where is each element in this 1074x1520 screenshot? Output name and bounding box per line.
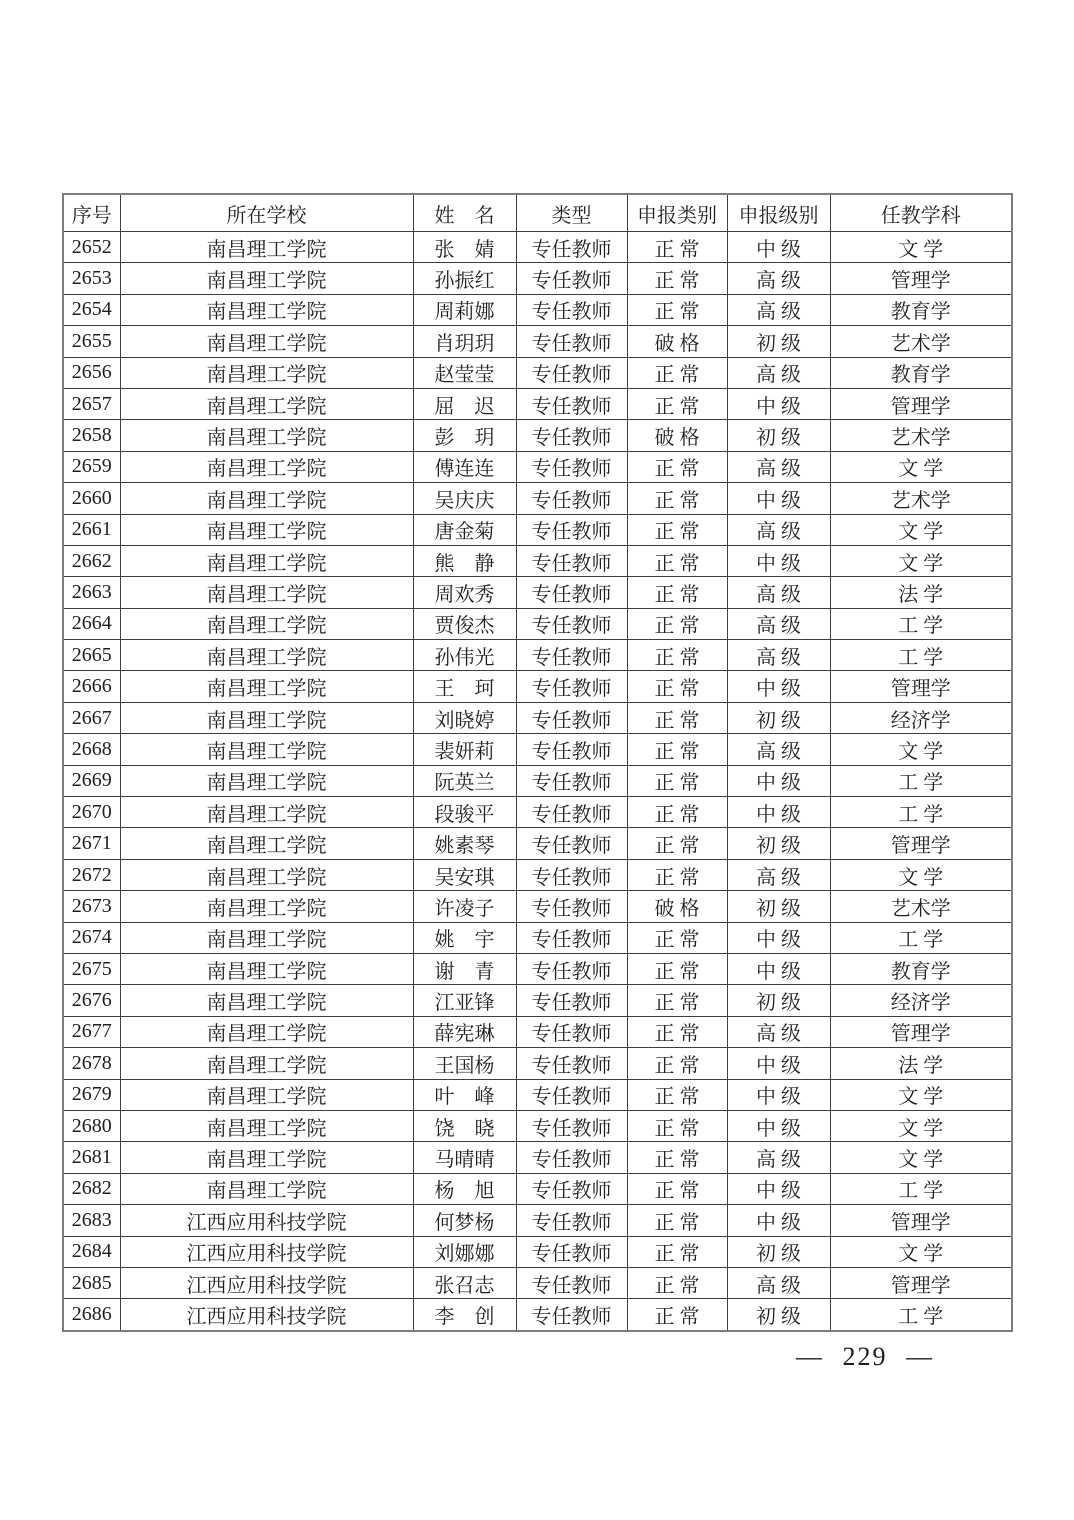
cell-apply-level: 中 级 xyxy=(727,388,830,419)
cell-type: 专任教师 xyxy=(516,420,627,451)
cell-school: 南昌理工学院 xyxy=(120,483,413,514)
cell-type: 专任教师 xyxy=(516,640,627,671)
cell-school: 江西应用科技学院 xyxy=(120,1236,413,1267)
cell-type: 专任教师 xyxy=(516,985,627,1016)
cell-subject: 工 学 xyxy=(830,1299,1012,1331)
cell-subject: 文 学 xyxy=(830,1236,1012,1267)
cell-apply-category: 正 常 xyxy=(627,1142,727,1173)
cell-school: 南昌理工学院 xyxy=(120,891,413,922)
cell-type: 专任教师 xyxy=(516,702,627,733)
cell-apply-level: 中 级 xyxy=(727,1173,830,1204)
cell-name: 彭 玥 xyxy=(413,420,516,451)
cell-serial: 2676 xyxy=(63,985,120,1016)
cell-apply-level: 中 级 xyxy=(727,232,830,263)
cell-type: 专任教师 xyxy=(516,1299,627,1331)
cell-subject: 工 学 xyxy=(830,1173,1012,1204)
cell-serial: 2672 xyxy=(63,859,120,890)
cell-apply-level: 中 级 xyxy=(727,671,830,702)
cell-serial: 2652 xyxy=(63,232,120,263)
table-row xyxy=(63,1079,1012,1110)
cell-apply-level: 高 级 xyxy=(727,451,830,482)
cell-school: 南昌理工学院 xyxy=(120,985,413,1016)
cell-serial: 2660 xyxy=(63,483,120,514)
cell-apply-category: 正 常 xyxy=(627,577,727,608)
table-row xyxy=(63,608,1012,639)
cell-school: 南昌理工学院 xyxy=(120,545,413,576)
cell-type: 专任教师 xyxy=(516,859,627,890)
cell-name: 许凌子 xyxy=(413,891,516,922)
cell-subject: 教育学 xyxy=(830,953,1012,984)
cell-name: 刘娜娜 xyxy=(413,1236,516,1267)
cell-name: 王国杨 xyxy=(413,1048,516,1079)
cell-apply-category: 正 常 xyxy=(627,640,727,671)
cell-school: 南昌理工学院 xyxy=(120,1016,413,1047)
cell-type: 专任教师 xyxy=(516,1016,627,1047)
cell-name: 吴安琪 xyxy=(413,859,516,890)
cell-name: 段骏平 xyxy=(413,797,516,828)
cell-type: 专任教师 xyxy=(516,232,627,263)
cell-apply-level: 初 级 xyxy=(727,420,830,451)
cell-name: 王 珂 xyxy=(413,671,516,702)
cell-school: 南昌理工学院 xyxy=(120,1173,413,1204)
cell-serial: 2686 xyxy=(63,1299,120,1331)
table-body xyxy=(63,232,1012,1332)
cell-serial: 2675 xyxy=(63,953,120,984)
table-row xyxy=(63,388,1012,419)
table-row xyxy=(63,514,1012,545)
cell-subject: 文 学 xyxy=(830,545,1012,576)
cell-apply-category: 正 常 xyxy=(627,922,727,953)
cell-apply-category: 正 常 xyxy=(627,1079,727,1110)
cell-name: 肖玥玥 xyxy=(413,326,516,357)
cell-subject: 工 学 xyxy=(830,640,1012,671)
table-row xyxy=(63,294,1012,325)
cell-school: 南昌理工学院 xyxy=(120,326,413,357)
cell-school: 南昌理工学院 xyxy=(120,577,413,608)
table-header xyxy=(63,194,1012,232)
cell-apply-category: 破 格 xyxy=(627,891,727,922)
cell-subject: 管理学 xyxy=(830,828,1012,859)
cell-serial: 2657 xyxy=(63,388,120,419)
cell-name: 吴庆庆 xyxy=(413,483,516,514)
cell-name: 傅连连 xyxy=(413,451,516,482)
table-row xyxy=(63,1142,1012,1173)
cell-apply-category: 正 常 xyxy=(627,232,727,263)
table-row xyxy=(63,1173,1012,1204)
cell-school: 南昌理工学院 xyxy=(120,294,413,325)
table-row xyxy=(63,1048,1012,1079)
table-row xyxy=(63,1299,1012,1331)
cell-apply-category: 正 常 xyxy=(627,451,727,482)
cell-type: 专任教师 xyxy=(516,671,627,702)
cell-serial: 2669 xyxy=(63,765,120,796)
cell-serial: 2656 xyxy=(63,357,120,388)
cell-school: 南昌理工学院 xyxy=(120,640,413,671)
cell-type: 专任教师 xyxy=(516,1048,627,1079)
cell-apply-category: 正 常 xyxy=(627,514,727,545)
cell-name: 刘晓婷 xyxy=(413,702,516,733)
cell-subject: 法 学 xyxy=(830,1048,1012,1079)
cell-name: 周莉娜 xyxy=(413,294,516,325)
cell-name: 姚素琴 xyxy=(413,828,516,859)
cell-type: 专任教师 xyxy=(516,1236,627,1267)
cell-name: 屈 迟 xyxy=(413,388,516,419)
cell-subject: 管理学 xyxy=(830,263,1012,294)
cell-serial: 2679 xyxy=(63,1079,120,1110)
cell-type: 专任教师 xyxy=(516,545,627,576)
cell-apply-level: 中 级 xyxy=(727,922,830,953)
cell-subject: 工 学 xyxy=(830,608,1012,639)
cell-serial: 2658 xyxy=(63,420,120,451)
table-row xyxy=(63,357,1012,388)
cell-serial: 2668 xyxy=(63,734,120,765)
cell-apply-category: 正 常 xyxy=(627,1299,727,1331)
table-row xyxy=(63,797,1012,828)
cell-school: 南昌理工学院 xyxy=(120,922,413,953)
cell-apply-level: 初 级 xyxy=(727,326,830,357)
cell-apply-category: 正 常 xyxy=(627,1267,727,1298)
cell-name: 饶 晓 xyxy=(413,1110,516,1141)
cell-school: 南昌理工学院 xyxy=(120,451,413,482)
page-number: — 229 — xyxy=(796,1342,934,1371)
table-row xyxy=(63,1267,1012,1298)
cell-apply-category: 正 常 xyxy=(627,1236,727,1267)
cell-name: 杨 旭 xyxy=(413,1173,516,1204)
cell-subject: 管理学 xyxy=(830,1016,1012,1047)
cell-apply-category: 破 格 xyxy=(627,420,727,451)
cell-serial: 2677 xyxy=(63,1016,120,1047)
cell-serial: 2673 xyxy=(63,891,120,922)
cell-subject: 工 学 xyxy=(830,765,1012,796)
cell-name: 李 创 xyxy=(413,1299,516,1331)
cell-school: 南昌理工学院 xyxy=(120,388,413,419)
cell-school: 南昌理工学院 xyxy=(120,1110,413,1141)
cell-serial: 2653 xyxy=(63,263,120,294)
table-row xyxy=(63,922,1012,953)
cell-apply-level: 初 级 xyxy=(727,1299,830,1331)
cell-serial: 2655 xyxy=(63,326,120,357)
cell-type: 专任教师 xyxy=(516,1110,627,1141)
cell-apply-category: 正 常 xyxy=(627,1173,727,1204)
cell-apply-level: 初 级 xyxy=(727,828,830,859)
cell-subject: 艺术学 xyxy=(830,326,1012,357)
table-row xyxy=(63,702,1012,733)
cell-serial: 2661 xyxy=(63,514,120,545)
cell-school: 江西应用科技学院 xyxy=(120,1267,413,1298)
cell-school: 南昌理工学院 xyxy=(120,797,413,828)
cell-apply-category: 正 常 xyxy=(627,357,727,388)
cell-name: 薛宪琳 xyxy=(413,1016,516,1047)
table-row xyxy=(63,451,1012,482)
cell-apply-level: 初 级 xyxy=(727,891,830,922)
table-row xyxy=(63,985,1012,1016)
cell-subject: 艺术学 xyxy=(830,420,1012,451)
cell-apply-category: 正 常 xyxy=(627,1016,727,1047)
table-row xyxy=(63,420,1012,451)
cell-school: 南昌理工学院 xyxy=(120,1142,413,1173)
cell-serial: 2654 xyxy=(63,294,120,325)
table-row xyxy=(63,891,1012,922)
table-row xyxy=(63,1236,1012,1267)
cell-serial: 2674 xyxy=(63,922,120,953)
cell-name: 周欢秀 xyxy=(413,577,516,608)
cell-type: 专任教师 xyxy=(516,608,627,639)
cell-subject: 经济学 xyxy=(830,985,1012,1016)
cell-apply-level: 初 级 xyxy=(727,702,830,733)
table-row xyxy=(63,483,1012,514)
table-row xyxy=(63,545,1012,576)
table-row xyxy=(63,263,1012,294)
cell-name: 江亚锋 xyxy=(413,985,516,1016)
cell-subject: 文 学 xyxy=(830,734,1012,765)
cell-serial: 2670 xyxy=(63,797,120,828)
cell-type: 专任教师 xyxy=(516,326,627,357)
cell-serial: 2680 xyxy=(63,1110,120,1141)
table-row xyxy=(63,232,1012,263)
cell-subject: 文 学 xyxy=(830,514,1012,545)
table-row xyxy=(63,859,1012,890)
cell-apply-category: 正 常 xyxy=(627,765,727,796)
cell-apply-category: 正 常 xyxy=(627,702,727,733)
cell-apply-category: 正 常 xyxy=(627,263,727,294)
cell-type: 专任教师 xyxy=(516,1142,627,1173)
cell-apply-category: 正 常 xyxy=(627,545,727,576)
cell-subject: 工 学 xyxy=(830,797,1012,828)
table-row xyxy=(63,326,1012,357)
cell-subject: 文 学 xyxy=(830,232,1012,263)
cell-serial: 2682 xyxy=(63,1173,120,1204)
cell-name: 贾俊杰 xyxy=(413,608,516,639)
cell-type: 专任教师 xyxy=(516,1079,627,1110)
table-row xyxy=(63,1016,1012,1047)
cell-apply-level: 高 级 xyxy=(727,608,830,639)
cell-apply-level: 中 级 xyxy=(727,953,830,984)
cell-apply-category: 正 常 xyxy=(627,1048,727,1079)
table-row xyxy=(63,953,1012,984)
cell-serial: 2671 xyxy=(63,828,120,859)
cell-school: 江西应用科技学院 xyxy=(120,1299,413,1331)
cell-apply-level: 初 级 xyxy=(727,1236,830,1267)
table-row xyxy=(63,734,1012,765)
cell-subject: 文 学 xyxy=(830,1079,1012,1110)
table-row xyxy=(63,828,1012,859)
cell-apply-level: 初 级 xyxy=(727,985,830,1016)
col-header-apply-category: 申报类别 xyxy=(627,194,727,232)
cell-apply-category: 破 格 xyxy=(627,326,727,357)
cell-type: 专任教师 xyxy=(516,294,627,325)
cell-serial: 2684 xyxy=(63,1236,120,1267)
cell-serial: 2678 xyxy=(63,1048,120,1079)
cell-apply-category: 正 常 xyxy=(627,483,727,514)
table-row xyxy=(63,1110,1012,1141)
cell-apply-category: 正 常 xyxy=(627,388,727,419)
cell-subject: 管理学 xyxy=(830,388,1012,419)
cell-school: 南昌理工学院 xyxy=(120,232,413,263)
cell-name: 阮英兰 xyxy=(413,765,516,796)
cell-serial: 2667 xyxy=(63,702,120,733)
cell-apply-level: 高 级 xyxy=(727,1142,830,1173)
cell-serial: 2664 xyxy=(63,608,120,639)
cell-serial: 2659 xyxy=(63,451,120,482)
cell-name: 唐金菊 xyxy=(413,514,516,545)
cell-school: 南昌理工学院 xyxy=(120,765,413,796)
cell-apply-level: 中 级 xyxy=(727,483,830,514)
cell-apply-level: 高 级 xyxy=(727,1016,830,1047)
cell-subject: 经济学 xyxy=(830,702,1012,733)
cell-serial: 2666 xyxy=(63,671,120,702)
cell-type: 专任教师 xyxy=(516,263,627,294)
cell-subject: 工 学 xyxy=(830,922,1012,953)
cell-apply-category: 正 常 xyxy=(627,985,727,1016)
col-header-type: 类型 xyxy=(516,194,627,232)
col-header-subject: 任教学科 xyxy=(830,194,1012,232)
cell-serial: 2685 xyxy=(63,1267,120,1298)
cell-subject: 教育学 xyxy=(830,357,1012,388)
cell-name: 马晴晴 xyxy=(413,1142,516,1173)
cell-type: 专任教师 xyxy=(516,797,627,828)
cell-name: 孙伟光 xyxy=(413,640,516,671)
cell-school: 南昌理工学院 xyxy=(120,1079,413,1110)
cell-serial: 2663 xyxy=(63,577,120,608)
header-row xyxy=(63,194,1012,232)
cell-school: 南昌理工学院 xyxy=(120,702,413,733)
cell-name: 姚 宇 xyxy=(413,922,516,953)
table-row xyxy=(63,577,1012,608)
cell-type: 专任教师 xyxy=(516,891,627,922)
cell-serial: 2665 xyxy=(63,640,120,671)
col-header-school: 所在学校 xyxy=(120,194,413,232)
cell-type: 专任教师 xyxy=(516,577,627,608)
cell-school: 南昌理工学院 xyxy=(120,953,413,984)
cell-type: 专任教师 xyxy=(516,451,627,482)
cell-name: 谢 青 xyxy=(413,953,516,984)
cell-subject: 法 学 xyxy=(830,577,1012,608)
cell-apply-level: 中 级 xyxy=(727,1110,830,1141)
cell-apply-level: 高 级 xyxy=(727,294,830,325)
cell-school: 南昌理工学院 xyxy=(120,608,413,639)
cell-type: 专任教师 xyxy=(516,483,627,514)
cell-apply-category: 正 常 xyxy=(627,797,727,828)
cell-type: 专任教师 xyxy=(516,514,627,545)
cell-apply-level: 中 级 xyxy=(727,545,830,576)
cell-apply-level: 中 级 xyxy=(727,765,830,796)
cell-school: 南昌理工学院 xyxy=(120,1048,413,1079)
col-header-name: 姓 名 xyxy=(413,194,516,232)
table-row xyxy=(63,640,1012,671)
cell-apply-level: 高 级 xyxy=(727,357,830,388)
cell-name: 熊 静 xyxy=(413,545,516,576)
cell-name: 何梦杨 xyxy=(413,1205,516,1236)
cell-name: 张 婧 xyxy=(413,232,516,263)
cell-type: 专任教师 xyxy=(516,922,627,953)
cell-school: 南昌理工学院 xyxy=(120,859,413,890)
cell-apply-category: 正 常 xyxy=(627,608,727,639)
cell-apply-level: 中 级 xyxy=(727,1048,830,1079)
cell-type: 专任教师 xyxy=(516,734,627,765)
cell-apply-level: 高 级 xyxy=(727,1267,830,1298)
cell-school: 江西应用科技学院 xyxy=(120,1205,413,1236)
cell-name: 赵莹莹 xyxy=(413,357,516,388)
cell-subject: 管理学 xyxy=(830,671,1012,702)
cell-school: 南昌理工学院 xyxy=(120,734,413,765)
cell-apply-level: 高 级 xyxy=(727,640,830,671)
cell-apply-category: 正 常 xyxy=(627,859,727,890)
cell-type: 专任教师 xyxy=(516,765,627,796)
cell-subject: 文 学 xyxy=(830,451,1012,482)
cell-type: 专任教师 xyxy=(516,953,627,984)
cell-serial: 2683 xyxy=(63,1205,120,1236)
cell-apply-level: 中 级 xyxy=(727,797,830,828)
cell-name: 孙振红 xyxy=(413,263,516,294)
cell-subject: 文 学 xyxy=(830,1142,1012,1173)
cell-type: 专任教师 xyxy=(516,1267,627,1298)
table-row xyxy=(63,1205,1012,1236)
cell-school: 南昌理工学院 xyxy=(120,357,413,388)
cell-apply-level: 高 级 xyxy=(727,859,830,890)
cell-type: 专任教师 xyxy=(516,828,627,859)
cell-school: 南昌理工学院 xyxy=(120,671,413,702)
cell-apply-category: 正 常 xyxy=(627,953,727,984)
cell-apply-category: 正 常 xyxy=(627,734,727,765)
cell-school: 南昌理工学院 xyxy=(120,420,413,451)
cell-type: 专任教师 xyxy=(516,1173,627,1204)
col-header-serial: 序号 xyxy=(63,194,120,232)
cell-school: 南昌理工学院 xyxy=(120,263,413,294)
cell-type: 专任教师 xyxy=(516,388,627,419)
cell-school: 南昌理工学院 xyxy=(120,514,413,545)
cell-subject: 管理学 xyxy=(830,1267,1012,1298)
cell-name: 叶 峰 xyxy=(413,1079,516,1110)
cell-apply-level: 中 级 xyxy=(727,1079,830,1110)
cell-apply-category: 正 常 xyxy=(627,1110,727,1141)
table-row xyxy=(63,765,1012,796)
cell-apply-category: 正 常 xyxy=(627,828,727,859)
cell-serial: 2662 xyxy=(63,545,120,576)
cell-subject: 文 学 xyxy=(830,1110,1012,1141)
cell-apply-category: 正 常 xyxy=(627,1205,727,1236)
table-row xyxy=(63,671,1012,702)
cell-name: 张召志 xyxy=(413,1267,516,1298)
cell-apply-level: 高 级 xyxy=(727,263,830,294)
cell-serial: 2681 xyxy=(63,1142,120,1173)
cell-apply-level: 高 级 xyxy=(727,514,830,545)
cell-subject: 艺术学 xyxy=(830,483,1012,514)
cell-name: 裴妍莉 xyxy=(413,734,516,765)
cell-school: 南昌理工学院 xyxy=(120,828,413,859)
cell-apply-category: 正 常 xyxy=(627,294,727,325)
cell-subject: 艺术学 xyxy=(830,891,1012,922)
cell-type: 专任教师 xyxy=(516,1205,627,1236)
cell-subject: 管理学 xyxy=(830,1205,1012,1236)
cell-apply-level: 中 级 xyxy=(727,1205,830,1236)
cell-subject: 教育学 xyxy=(830,294,1012,325)
cell-apply-level: 高 级 xyxy=(727,734,830,765)
cell-type: 专任教师 xyxy=(516,357,627,388)
col-header-apply-level: 申报级别 xyxy=(727,194,830,232)
roster-table xyxy=(62,193,1013,1332)
cell-apply-category: 正 常 xyxy=(627,671,727,702)
cell-subject: 文 学 xyxy=(830,859,1012,890)
cell-apply-level: 高 级 xyxy=(727,577,830,608)
